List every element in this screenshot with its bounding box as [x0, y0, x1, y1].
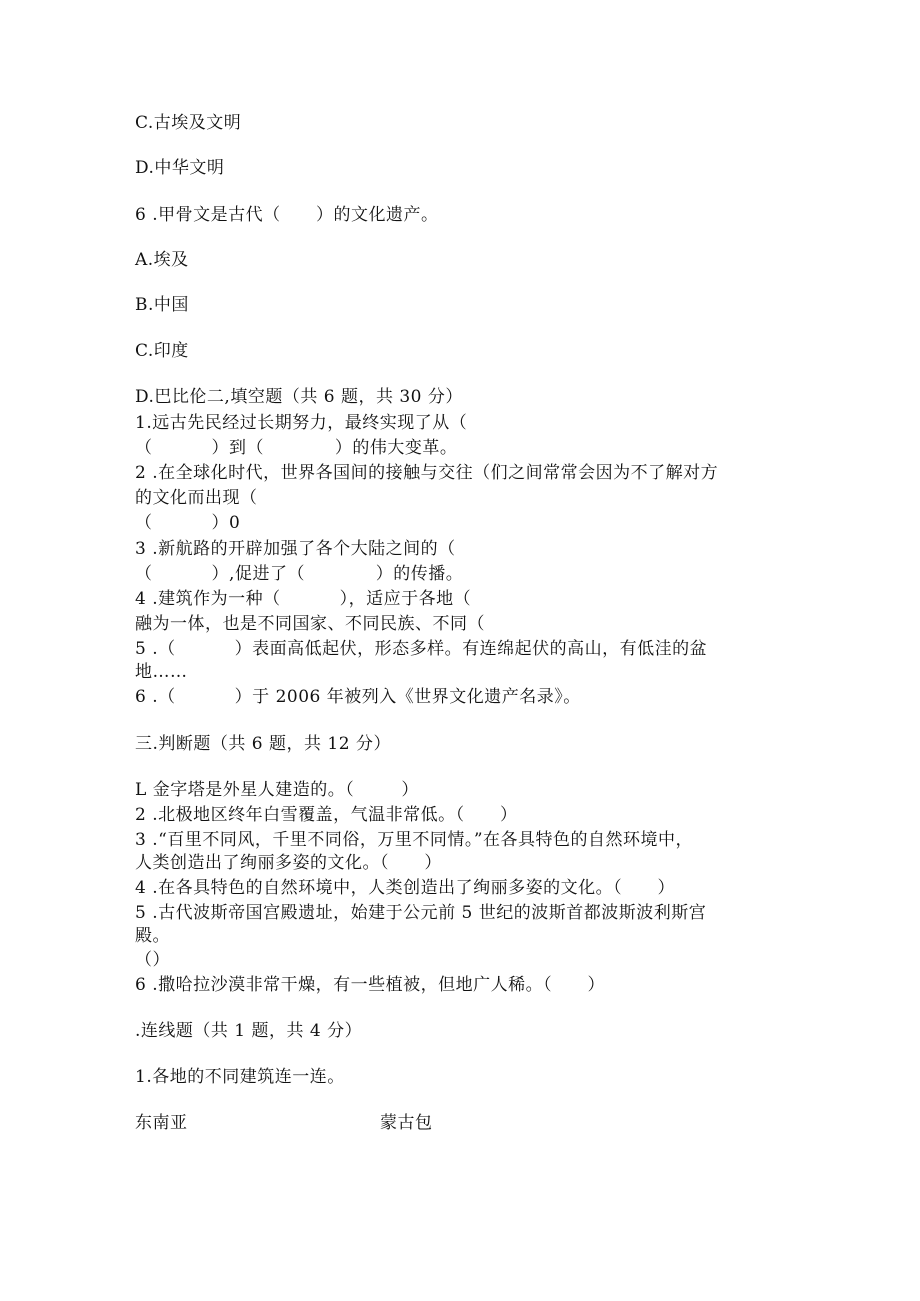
fill-question-4-line-1: 4 .建筑作为一种（ ），适应于各地（	[135, 589, 472, 609]
tf-question-1: L 金字塔是外星人建造的。（ ）	[135, 780, 419, 800]
matching-right-item: 蒙古包	[380, 1113, 433, 1133]
fill-question-5-line-2: 地……	[135, 662, 188, 682]
matching-left-item: 东南亚	[135, 1113, 188, 1133]
tf-question-5-answer: （）	[135, 950, 170, 970]
fill-question-1-line-1: 1.远古先民经过长期努力，最终实现了从（	[135, 413, 468, 433]
tf-question-3-line-1: 3 .“百里不同风，千里不同俗，万里不同情。”在各具特色的自然环境中，	[135, 830, 694, 850]
question-6-oracle-bones: 6 .甲骨文是古代（ ）的文化遗产。	[135, 205, 439, 225]
option-a-egypt: A.埃及	[135, 250, 189, 270]
fill-question-5-line-1: 5 .（ ）表面高低起伏，形态多样。有连绵起伏的高山，有低洼的盆	[135, 639, 708, 659]
fill-question-3-line-2: （ ）,促进了（ ）的传播。	[135, 564, 464, 584]
tf-question-2: 2 .北极地区终年白雪覆盖，气温非常低。（ ）	[135, 805, 518, 825]
fill-question-2-line-2: 的文化而出现（	[135, 488, 258, 508]
fill-question-2-line-3: （ ）0	[135, 513, 241, 533]
tf-question-5-line-1: 5 .古代波斯帝国宫殿遗址，始建于公元前 5 世纪的波斯首都波斯波利斯宫	[135, 903, 707, 923]
section-2-fill-blank-heading: D.巴比伦二,填空题（共 6 题，共 30 分）	[135, 387, 463, 407]
tf-question-5-line-2: 殿。	[135, 926, 170, 946]
option-c-egypt-civilization: C.古埃及文明	[135, 113, 242, 133]
section-3-true-false-heading: 三.判断题（共 6 题，共 12 分）	[135, 734, 391, 754]
tf-question-3-line-2: 人类创造出了绚丽多姿的文化。（ ）	[135, 853, 442, 873]
option-d-chinese-civilization: D.中华文明	[135, 158, 225, 178]
fill-question-6: 6 .（ ）于 2006 年被列入《世界文化遗产名录》。	[135, 687, 581, 707]
option-b-china: B.中国	[135, 295, 189, 315]
fill-question-1-line-2: （ ）到（ ）的伟大变革。	[135, 438, 458, 458]
fill-question-3-line-1: 3 .新航路的开辟加强了各个大陆之间的（	[135, 539, 456, 559]
matching-question-1: 1.各地的不同建筑连一连。	[135, 1067, 345, 1087]
tf-question-6: 6 .撒哈拉沙漠非常干燥，有一些植被，但地广人稀。（ ）	[135, 975, 606, 995]
section-4-matching-heading: .连线题（共 1 题，共 4 分）	[135, 1021, 363, 1041]
option-c-india: C.印度	[135, 341, 189, 361]
fill-question-2-line-1: 2 .在全球化时代，世界各国间的接触与交往（们之间常常会因为不了解对方	[135, 463, 719, 483]
fill-question-4-line-2: 融为一体，也是不同国家、不同民族、不同（	[135, 614, 485, 634]
tf-question-4: 4 .在各具特色的自然环境中，人类创造出了绚丽多姿的文化。（ ）	[135, 878, 676, 898]
